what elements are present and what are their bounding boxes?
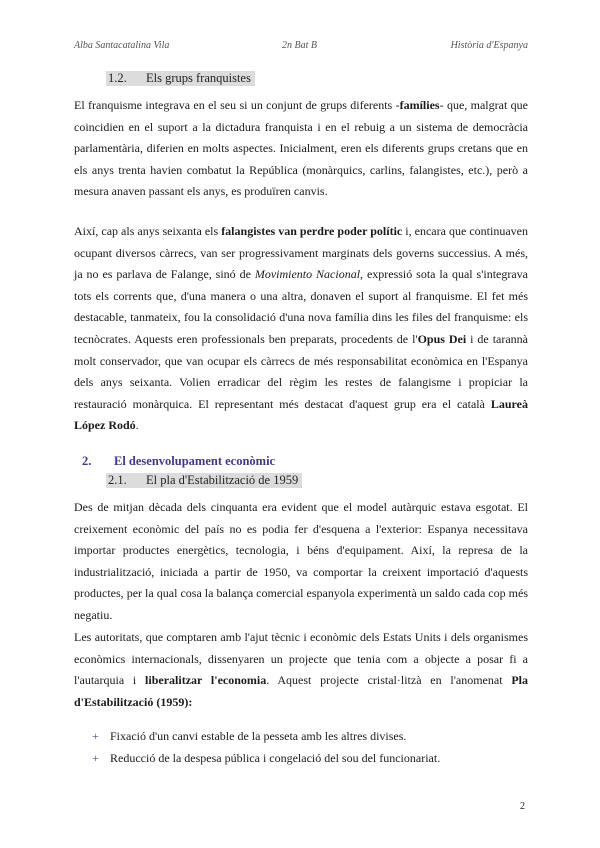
section-heading-2-1 bbox=[106, 473, 302, 488]
emphasis-falangistes: falangistes van perdre poder polític bbox=[221, 224, 403, 238]
section-title: El desenvolupament econòmic bbox=[114, 454, 276, 468]
emphasis-lopez-rodo: Laureà López Rodó bbox=[74, 396, 528, 433]
bullet-item: + Reducció de la despesa pública i congelació del sou del funcionariat. bbox=[92, 751, 441, 765]
section-number: 1.2. bbox=[108, 71, 127, 85]
plus-icon: + bbox=[92, 729, 99, 743]
header-author: Alba Santacatalina Vila bbox=[74, 40, 170, 51]
section-title: Els grups franquistes bbox=[146, 71, 251, 85]
paragraph-stabilization: Les autoritats, que comptaren amb l'ajut tècnic i econòmic dels Estats Units i dels organismes econòmics internacionals, dissenyaren un projecte que tenia com a objecte a posar fi a l'autarquia i liberalitzar l'economia. Aquest projecte cristal·litzà en l'anomenat Pla d'Estabilització (1959): bbox=[74, 630, 528, 709]
header-course: 2n Bat B bbox=[282, 40, 317, 51]
section-title: El pla d'Estabilització de 1959 bbox=[146, 473, 299, 487]
emphasis-plan: Pla d'Estabilització (1959): bbox=[74, 673, 528, 709]
plus-icon: + bbox=[92, 751, 99, 765]
section-heading-2 bbox=[82, 454, 275, 469]
section-number: 2. bbox=[82, 454, 92, 468]
emphasis-liberalize: liberalitzar l'economia bbox=[145, 673, 267, 688]
paragraph-autarky: Des de mitjan dècada dels cinquanta era evident que el model autàrquic estava esgotat. El creixement econòmic del país no es podia fer d'esquena a l'exterior: Espanya necessitava importar productes energètics, tecnologia, i béns d'equipament. Així, la represa de la industrialització, iniciada a partir de 1950, va comportar la creixent importació d'aquests productes, per la qual cosa la balança comercial espanyola experimentà un saldo cada cop més negatiu. bbox=[74, 500, 528, 622]
paragraph-families: El franquisme integrava en el seu si un conjunt de grups diferents -famílies- que, malgrat que coincidien en el suport a la dictadura franquista i en el rebuig a un sistema de democràcia parlamentària, diferien en molts aspectes. Inicialment, eren els diferents grups cretans que en els anys trenta havien combatut la República (monàrquics, carlins, falangistes, etc.), però a mesura anaven passant els anys, es produïren canvis. bbox=[74, 98, 528, 199]
page-number: 2 bbox=[520, 801, 525, 812]
emphasis-movimiento: Movimiento Nacional bbox=[254, 267, 361, 282]
section-heading-1-2 bbox=[106, 71, 255, 86]
bullet-item: + Fixació d'un canvi estable de la pesseta amb les altres divises. bbox=[92, 729, 407, 743]
emphasis-opus-dei: Opus Dei bbox=[417, 331, 467, 346]
header-subject: Història d'Espanya bbox=[450, 40, 528, 51]
emphasis-families: famílies bbox=[399, 98, 440, 112]
section-number: 2.1. bbox=[108, 473, 127, 487]
paragraph-technocrats: Així, cap als anys seixanta els falangistes van perdre poder polític i, encara que continuaven ocupant diversos càrrecs, van ser progressivament marginats dels governs successius. A més, ja no es parlava de Falange, sinó de Movimiento Nacional, expressió sota la qual s'integrava tots els corrents que, d'una manera o una altra, donaven el suport al franquisme. El fet més destacable, tanmateix, fou la consolidació d'una nova família dins les files del franquisme: els tecnòcrates. Aquests eren professionals ben preparats, procedents de l'Opus Dei i de tarannà molt conservador, que van ocupar els càrrecs de més responsabilitat econòmica en l'Espanya dels anys seixanta. Volien erradicar del règim les restes de falangisme i propiciar la restauració monàrquica. El representant més destacat d'aquest grup era el català Laureà López Rodó. bbox=[74, 224, 528, 433]
